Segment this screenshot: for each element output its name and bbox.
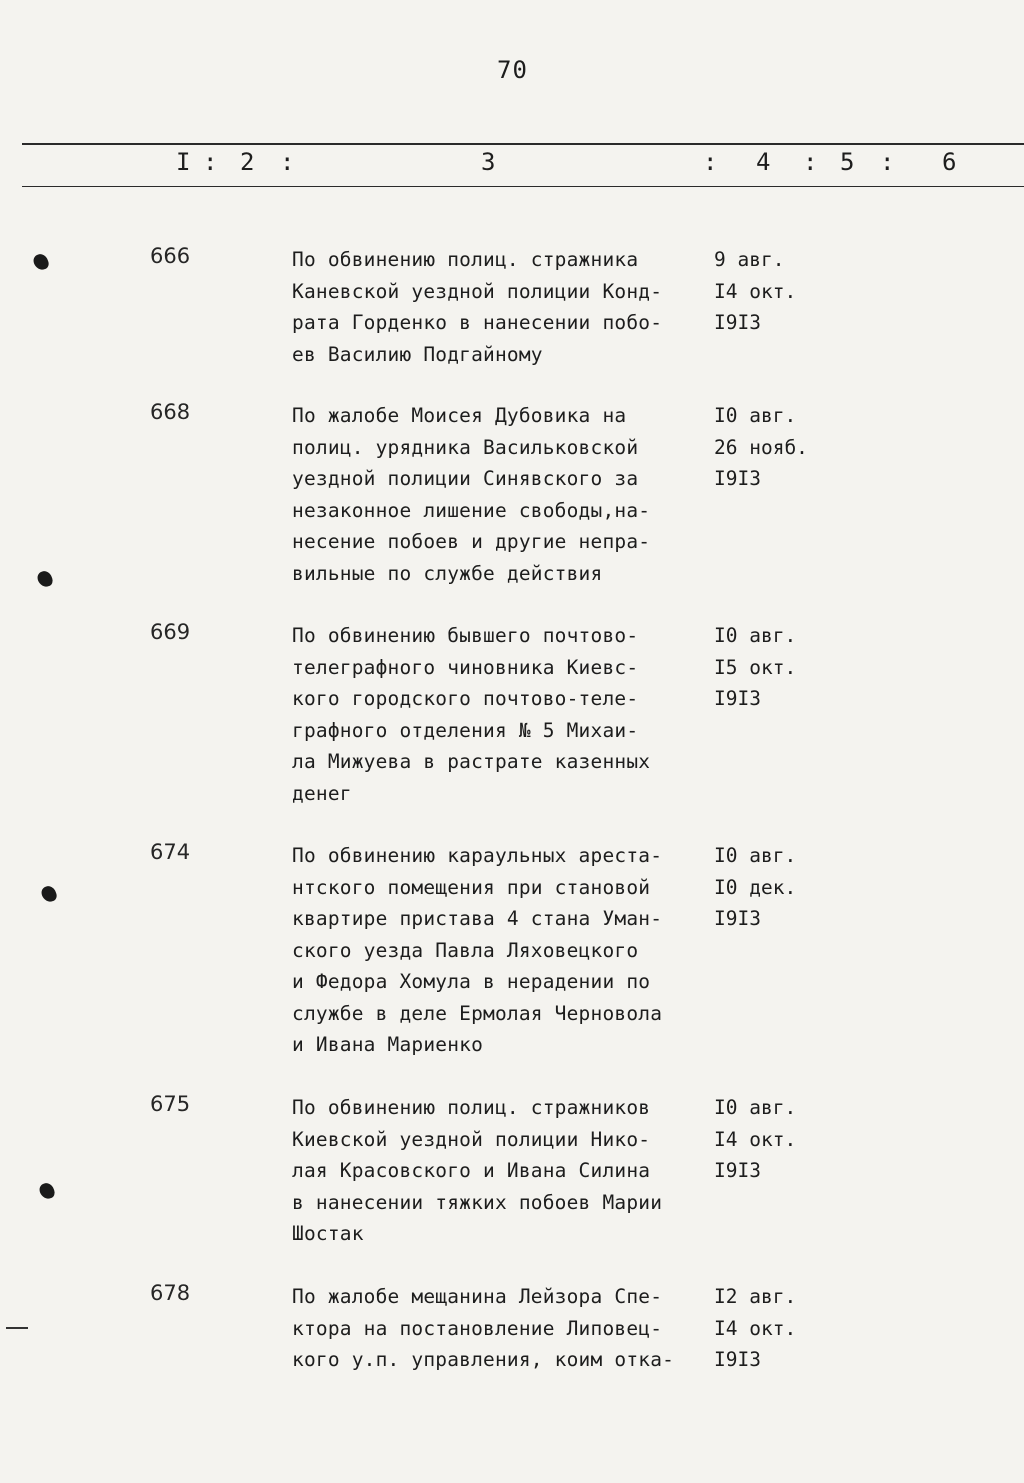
description-line: лая Красовского и Ивана Силина [292,1159,651,1182]
case-number: 666 [150,244,191,268]
case-dates [714,1281,796,1376]
end-date: I0 дек. [714,875,797,899]
binding-hole-mark [38,1181,57,1201]
description-line: По обвинению бывшего почтово- [292,624,639,647]
case-dates [714,244,796,339]
end-date: 26 нояб. [714,435,808,459]
column-header-1: I [176,148,191,176]
description-line: вильные по службе действия [292,561,603,585]
description-line: кого у.п. управления, коим отка- [292,1348,675,1371]
end-date: I5 окт. [714,655,797,679]
start-date: 9 авг. [714,248,785,271]
description-line: нтского помещения при становой [292,875,651,899]
case-number: 668 [150,400,191,424]
description-line: Каневской уездной полиции Конд- [292,279,663,303]
case-number: 678 [150,1281,191,1305]
column-separator: : [203,148,218,176]
end-date: I4 окт. [714,1316,797,1340]
end-date: I4 окт. [714,279,797,303]
description-line: Шостак [292,1222,364,1245]
case-description [292,244,702,370]
description-line: в нанесении тяжких побоев Марии [292,1190,663,1214]
description-line: рата Горденко в нанесении побо- [292,311,663,334]
case-dates [714,620,796,715]
year: I9I3 [714,907,761,930]
case-dates [714,400,808,495]
description-line: ла Мижуева в растрате казенных [292,750,651,773]
column-header-5: 5 [840,148,855,176]
margin-dash-mark [6,1327,28,1329]
description-line: ктора на постановление Липовец- [292,1316,663,1340]
description-line: По обвинению полиц. стражников [292,1096,651,1119]
start-date: I2 авг. [714,1285,797,1308]
start-date: I0 авг. [714,844,797,867]
description-line: Киевской уездной полиции Нико- [292,1127,651,1151]
case-description [292,1281,702,1376]
start-date: I0 авг. [714,1096,797,1119]
description-line: квартире пристава 4 стана Уман- [292,907,663,930]
column-header-2: 2 [240,148,255,176]
start-date: I0 авг. [714,404,797,427]
case-number: 669 [150,620,191,644]
year: I9I3 [714,467,761,490]
description-line: незаконное лишение свободы,на- [292,498,651,522]
description-line: денег [292,781,352,805]
year: I9I3 [714,1159,761,1182]
case-description [292,620,702,809]
year: I9I3 [714,311,761,334]
description-line: и Федора Хомула в нерадении по [292,970,651,993]
end-date: I4 окт. [714,1127,797,1151]
column-separator: : [880,148,895,176]
description-line: уездной полиции Синявского за [292,467,639,490]
description-line: ев Василию Подгайному [292,342,543,366]
column-separator: : [280,148,295,176]
binding-hole-mark [36,569,55,589]
case-dates [714,840,796,935]
description-line: ского уезда Павла Ляховецкого [292,938,639,962]
description-line: несение побоев и другие непра- [292,530,651,553]
description-line: полиц. урядника Васильковской [292,435,639,459]
binding-hole-mark [40,884,59,904]
description-line: графного отделения № 5 Михаи- [292,718,639,742]
description-line: службе в деле Ермолая Черновола [292,1001,663,1025]
description-line: По жалобе Моисея Дубовика на [292,404,627,427]
description-line: По обвинению полиц. стражника [292,248,639,271]
column-separator: : [703,148,718,176]
description-line: телеграфного чиновника Киевс- [292,655,639,679]
description-line: и Ивана Мариенко [292,1033,484,1056]
column-header-3: 3 [481,148,496,176]
start-date: I0 авг. [714,624,797,647]
binding-hole-mark [32,252,51,272]
case-number: 675 [150,1092,191,1116]
case-description [292,400,702,589]
description-line: кого городского почтово-теле- [292,687,639,710]
column-header-6: 6 [942,148,957,176]
case-dates [714,1092,796,1187]
case-number: 674 [150,840,191,864]
column-separator: : [803,148,818,176]
year: I9I3 [714,687,761,710]
header-rule-bottom [22,186,1024,187]
year: I9I3 [714,1348,761,1371]
header-rule-top [22,143,1024,145]
description-line: По обвинению караульных ареста- [292,844,663,867]
column-header-4: 4 [756,148,771,176]
case-description [292,1092,702,1250]
page-number: 70 [497,56,528,84]
case-description [292,840,702,1061]
description-line: По жалобе мещанина Лейзора Спе- [292,1285,663,1308]
